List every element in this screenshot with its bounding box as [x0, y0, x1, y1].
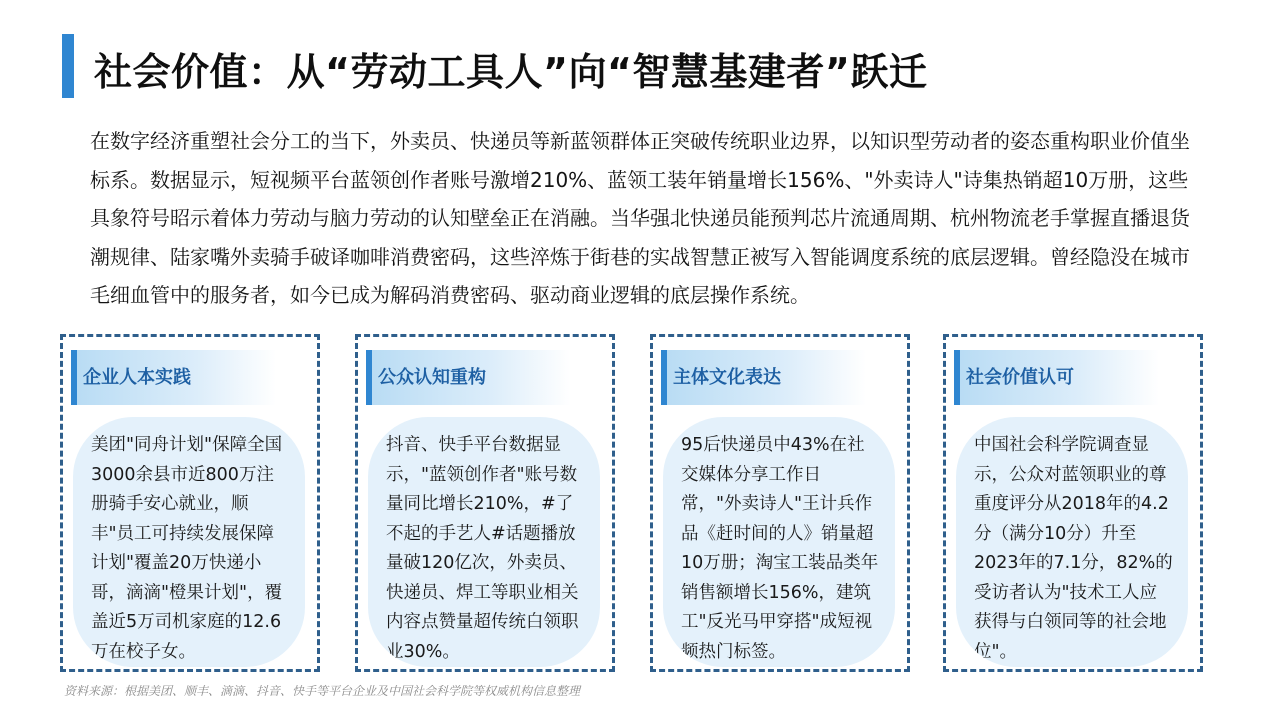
card-header: [661, 350, 866, 405]
card-header: [366, 350, 571, 405]
card-cultural-expression: [650, 334, 910, 672]
card-title: 社会价值认可: [966, 367, 1074, 388]
card-body: 中国社会科学院调查显示，公众对蓝领职业的尊重度评分从2018年的4.2分（满分10分）升至2023年的7.1分，82%的受访者认为"技术工人应获得与白领同等的社会地位"。: [956, 417, 1188, 667]
page-title: 社会价值：从“劳动工具人”向“智慧基建者”跃迁: [94, 50, 928, 94]
card-body: 抖音、快手平台数据显示，"蓝领创作者"账号数量同比增长210%，#了不起的手艺人#话题播放量破120亿次，外卖员、快递员、焊工等职业相关内容点赞量超传统白领职业30%。: [368, 417, 600, 667]
card-title: 公众认知重构: [378, 367, 486, 388]
card-public-cognition: [355, 334, 615, 672]
card-title: 主体文化表达: [673, 367, 781, 388]
card-header: [71, 350, 276, 405]
intro-paragraph: 在数字经济重塑社会分工的当下，外卖员、快递员等新蓝领群体正突破传统职业边界，以知识型劳动者的姿态重构职业价值坐标系。数据显示，短视频平台蓝领创作者账号激增210%、蓝领工装年销量增长156%、"外卖诗人"诗集热销超10万册，这些具象符号昭示着体力劳动与脑力劳动的认知壁垒正在消融。当华强北快递员能预判芯片流通周期、杭州物流老手掌握直播退货潮规律、陆家嘴外卖骑手破译咖啡消费密码，这些淬炼于街巷的实战智慧正被写入智能调度系统的底层逻辑。曾经隐没在城市毛细血管中的服务者，如今已成为解码消费密码、驱动商业逻辑的底层操作系统。: [90, 129, 1190, 307]
card-header: [954, 350, 1159, 405]
source-note: 资料来源：根据美团、顺丰、滴滴、抖音、快手等平台企业及中国社会科学院等权威机构信息整理: [64, 684, 581, 698]
card-social-recognition: [943, 334, 1203, 672]
card-enterprise-practice: [60, 334, 320, 672]
title-accent-bar: [62, 34, 74, 98]
card-body: 美团"同舟计划"保障全国3000余县市近800万注册骑手安心就业，顺丰"员工可持续发展保障计划"覆盖20万快递小哥，滴滴"橙果计划"，覆盖近5万司机家庭的12.6万在校子女。: [73, 417, 305, 667]
card-body: 95后快递员中43%在社交媒体分享工作日常，"外卖诗人"王计兵作品《赶时间的人》销量超10万册；淘宝工装品类年销售额增长156%，建筑工"反光马甲穿搭"成短视频热门标签。: [663, 417, 895, 667]
card-title: 企业人本实践: [83, 367, 191, 388]
